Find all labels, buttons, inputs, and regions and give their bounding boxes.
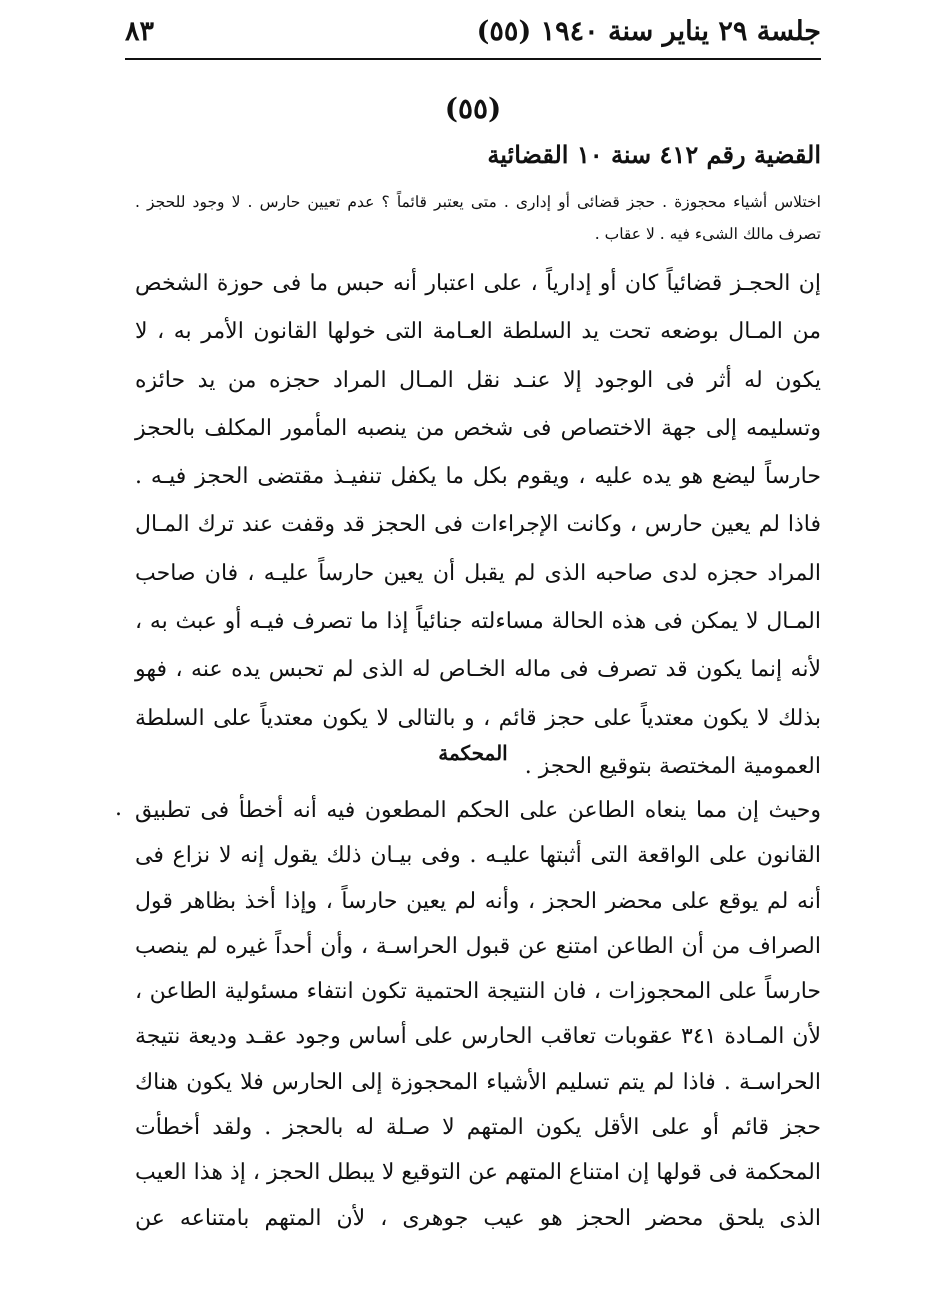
case-title: القضية رقم ٤١٢ سنة ١٠ القضائية	[487, 140, 821, 169]
header-rule	[125, 58, 821, 60]
margin-mark: .	[115, 796, 122, 821]
case-keywords: اختلاس أشياء محجوزة . حجز قضائى أو إدارى . متى يعتبر قائماً ؟ عدم تعيين حارس . لا وجود للحجز . تصرف مالك الشىء فيه . لا عقاب .	[135, 193, 821, 243]
page-header	[125, 14, 821, 54]
running-title: جلسة ٢٩ يناير سنة ١٩٤٠ (٥٥)	[476, 16, 821, 47]
case-number: (٥٥)	[444, 92, 502, 125]
legal-principle: إن الحجـز قضائياً كان أو إدارياً ، على اعتبار أنه حبس ما فى حوزة الشخص من المـال بوضعه تحت يد السلطة العـامة التى خولها القانون الأمر به ، لا يكون له أثر فى الوجود إلا عنـد نقل المـال المراد حجزه من يد حائزه وتسليمه إلى جهة الاختصاص فى شخص من ينصبه المأمور المكلف بالحجز حارساً ليضع هو يده عليه ، ويقوم بكل ما يكفل تنفيـذ مقتضى الحجز فيـه . فاذا لم يعين حارس ، وكانت الإجراءات فى الحجز قد وقفت عند ترك المـال المراد حجزه لدى صاحبه الذى لم يقبل أن يعين حارساً عليـه ، فان صاحب المـال لا يمكن فى هذه الحالة مساءلته جنائياً إذا ما تصرف فيـه أو عبث به ، لأنه إنما يكون قد تصرف فى ماله الخـاص له الذى لم تحبس يده عنه ، فهو بذلك لا يكون معتدياً على حجز قائم ، و بالتالى لا يكون معتدياً على السلطة العمومية المختصة بتوقيع الحجز .	[135, 271, 821, 779]
page-number: ٨٣	[125, 16, 155, 47]
court-heading: المحكمة	[438, 741, 508, 765]
court-reasoning: وحيث إن مما ينعاه الطاعن على الحكم المطعون فيه أنه أخطأ فى تطبيق القانون على الواقعة التى أثبتها عليـه . وفى بيـان ذلك يقول إنه لا نزاع فى أنه لم يوقع على محضر الحجز ، وأنه لم يعين حارساً ، وإذا أخذ بظاهر قول الصراف من أن الطاعن امتنع عن قبول الحراسـة ، وأن أحداً غيره لم ينصب حارساً على المحجوزات ، فان النتيجة الحتمية تكون انتفاء مسئولية الطاعن ، لأن المـادة ٣٤١ عقوبات تعاقب الحارس على أساس وجود عقـد وديعة نتيجة الحراسـة . فاذا لم يتم تسليم الأشياء المحجوزة إلى الحارس فلا يكون هناك حجز قائم أو على الأقل يكون المتهم لا صـلة له بالحجز . ولقد أخطأت المحكمة فى قولها إن امتناع المتهم عن التوقيع لا يبطل الحجز ، إذ هذا العيب الذى يلحق محضر الحجز هو عيب جوهرى ، لأن المتهم بامتناعه عن	[135, 798, 821, 1231]
